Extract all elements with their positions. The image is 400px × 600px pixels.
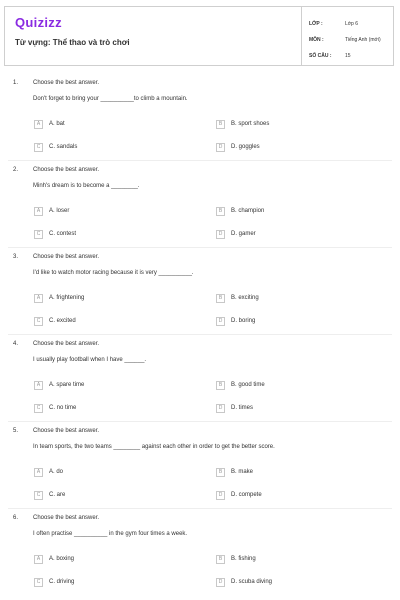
- answer-option-c[interactable]: [34, 577, 74, 587]
- answer-option-a[interactable]: [34, 380, 84, 390]
- option-letter-box[interactable]: A: [34, 468, 43, 477]
- question-prompt: Choose the best answer.: [33, 428, 100, 434]
- option-letter-box[interactable]: A: [34, 294, 43, 303]
- meta-row-count: [309, 48, 393, 64]
- question-text: I usually play football when I have ______.: [33, 357, 147, 363]
- option-text: C. sandals: [49, 144, 78, 150]
- header-divider: [301, 7, 302, 65]
- option-letter-box[interactable]: B: [216, 120, 225, 129]
- meta-row-class: [309, 16, 393, 32]
- question-prompt: Choose the best answer.: [33, 341, 100, 347]
- question-text: Minh's dream is to become a ________.: [33, 183, 140, 189]
- meta-label: SỐ CÂU :: [309, 53, 332, 59]
- answer-option-a[interactable]: [34, 467, 63, 477]
- answer-option-b[interactable]: [216, 380, 265, 390]
- option-letter-box[interactable]: D: [216, 491, 225, 500]
- option-letter-box[interactable]: C: [34, 491, 43, 500]
- option-text: D. gamer: [231, 231, 256, 237]
- option-letter-box[interactable]: C: [34, 578, 43, 587]
- question-text: In team sports, the two teams ________ against each other in order to get the better score.: [33, 444, 275, 450]
- option-text: C. contest: [49, 231, 77, 237]
- question-prompt: Choose the best answer.: [33, 515, 100, 521]
- answer-option-b[interactable]: [216, 554, 256, 564]
- meta-value: Lớp 6: [345, 21, 359, 27]
- answer-option-c[interactable]: [34, 316, 76, 326]
- option-letter-box[interactable]: B: [216, 555, 225, 564]
- option-text: D. compete: [231, 492, 262, 498]
- question-number: 3.: [13, 254, 19, 260]
- quizizz-logo: Quizizz: [15, 15, 62, 30]
- answer-option-a[interactable]: [34, 206, 69, 216]
- option-letter-box[interactable]: B: [216, 381, 225, 390]
- option-letter-box[interactable]: D: [216, 404, 225, 413]
- option-letter-box[interactable]: D: [216, 578, 225, 587]
- answer-option-a[interactable]: [34, 554, 74, 564]
- question-prompt: Choose the best answer.: [33, 80, 100, 86]
- option-text: C. are: [49, 492, 66, 498]
- answer-option-d[interactable]: [216, 403, 253, 413]
- question-text: Don't forget to bring your __________to climb a mountain.: [33, 96, 188, 102]
- option-letter-box[interactable]: A: [34, 120, 43, 129]
- option-text: B. make: [231, 469, 254, 475]
- option-letter-box[interactable]: D: [216, 230, 225, 239]
- answer-option-d[interactable]: [216, 316, 255, 326]
- answer-option-c[interactable]: [34, 229, 76, 239]
- worksheet-title: Từ vựng: Thể thao và trò chơi: [15, 38, 130, 47]
- answer-option-b[interactable]: [216, 119, 269, 129]
- option-letter-box[interactable]: B: [216, 468, 225, 477]
- option-text: A. loser: [49, 208, 70, 214]
- option-letter-box[interactable]: C: [34, 317, 43, 326]
- option-text: C. excited: [49, 318, 76, 324]
- meta-value: 15: [345, 53, 351, 59]
- worksheet-header: [4, 6, 394, 66]
- option-letter-box[interactable]: A: [34, 207, 43, 216]
- worksheet-meta: [309, 16, 393, 64]
- option-text: A. frightening: [49, 295, 85, 301]
- option-text: D. scuba diving: [231, 579, 273, 585]
- meta-label: MÔN :: [309, 37, 324, 43]
- meta-row-subject: [309, 32, 393, 48]
- question-number: 4.: [13, 341, 19, 347]
- question-number: 1.: [13, 80, 19, 86]
- option-text: A. do: [49, 469, 64, 475]
- question-divider: [8, 334, 392, 335]
- answer-option-d[interactable]: [216, 229, 256, 239]
- question-divider: [8, 247, 392, 248]
- option-letter-box[interactable]: D: [216, 317, 225, 326]
- answer-option-a[interactable]: [34, 293, 84, 303]
- option-text: D. goggles: [231, 144, 260, 150]
- option-letter-box[interactable]: D: [216, 143, 225, 152]
- option-text: D. boring: [231, 318, 256, 324]
- question-number: 6.: [13, 515, 19, 521]
- answer-option-d[interactable]: [216, 490, 262, 500]
- option-text: C. driving: [49, 579, 75, 585]
- answer-option-c[interactable]: [34, 490, 65, 500]
- answer-option-c[interactable]: [34, 403, 76, 413]
- question-number: 2.: [13, 167, 19, 173]
- answer-option-d[interactable]: [216, 577, 272, 587]
- meta-value: Tiếng Anh (mới): [345, 37, 381, 43]
- answer-option-b[interactable]: [216, 467, 253, 477]
- question-prompt: Choose the best answer.: [33, 167, 100, 173]
- answer-option-a[interactable]: [34, 119, 65, 129]
- option-text: B. good time: [231, 382, 265, 388]
- option-text: D. times: [231, 405, 254, 411]
- question-number: 5.: [13, 428, 19, 434]
- option-letter-box[interactable]: A: [34, 381, 43, 390]
- option-letter-box[interactable]: B: [216, 207, 225, 216]
- option-text: B. sport shoes: [231, 121, 270, 127]
- option-letter-box[interactable]: C: [34, 404, 43, 413]
- option-text: C. no time: [49, 405, 77, 411]
- option-letter-box[interactable]: C: [34, 230, 43, 239]
- option-text: A. boxing: [49, 556, 75, 562]
- answer-option-b[interactable]: [216, 206, 264, 216]
- option-text: B. exciting: [231, 295, 259, 301]
- option-text: B. champion: [231, 208, 265, 214]
- answer-option-c[interactable]: [34, 142, 77, 152]
- question-prompt: Choose the best answer.: [33, 254, 100, 260]
- answer-option-d[interactable]: [216, 142, 260, 152]
- option-text: A. spare time: [49, 382, 85, 388]
- option-letter-box[interactable]: B: [216, 294, 225, 303]
- option-text: A. bat: [49, 121, 65, 127]
- option-letter-box[interactable]: C: [34, 143, 43, 152]
- meta-label: LỚP :: [309, 21, 323, 27]
- question-divider: [8, 160, 392, 161]
- question-text: I'd like to watch motor racing because it is very __________.: [33, 270, 194, 276]
- question-divider: [8, 421, 392, 422]
- option-letter-box[interactable]: A: [34, 555, 43, 564]
- question-text: I often practise __________ in the gym four times a week.: [33, 531, 188, 537]
- question-divider: [8, 508, 392, 509]
- option-text: B. fishing: [231, 556, 256, 562]
- answer-option-b[interactable]: [216, 293, 259, 303]
